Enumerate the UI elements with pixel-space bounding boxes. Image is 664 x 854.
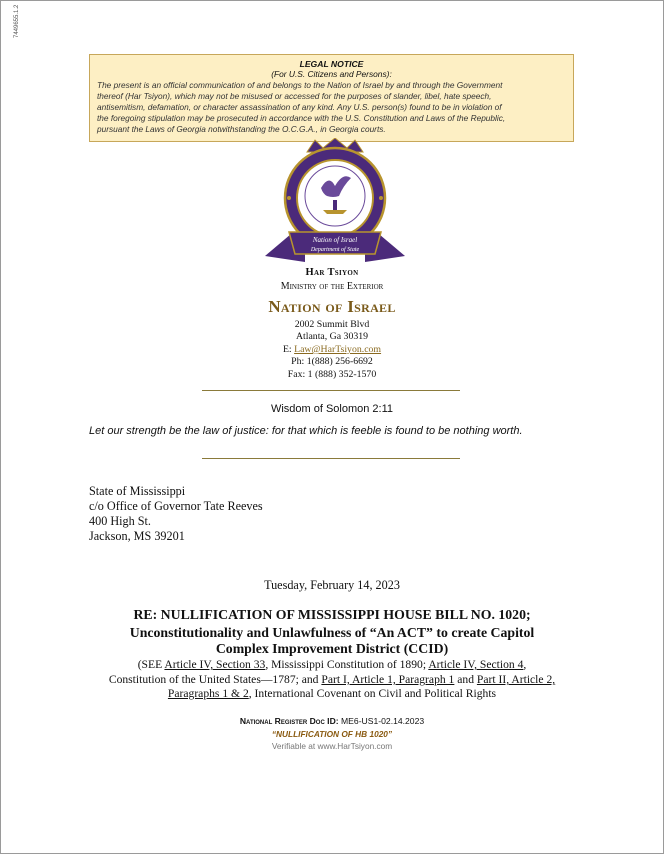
legal-notice-body bbox=[90, 80, 573, 135]
citation-link: Part I, Article 1, Paragraph 1 bbox=[321, 673, 455, 686]
email-link[interactable]: Law@HarTsiyon.com bbox=[294, 344, 382, 355]
email-label: E: bbox=[282, 344, 295, 355]
recipient-line: c/o Office of Governor Tate Reeves bbox=[89, 499, 263, 513]
subject-line-2: Unconstitutionality and Unlawfulness of “An ACT” to create Capitol bbox=[129, 625, 535, 640]
citation-text: and bbox=[454, 673, 477, 686]
seal-star-dot bbox=[379, 196, 383, 200]
recipient-line: Jackson, MS 39201 bbox=[89, 529, 185, 543]
legal-notice-line: The present is an official communication of and belongs to the Nation of Israel by and through the Government bbox=[97, 80, 503, 90]
seal-ribbon-text: Nation of Israel bbox=[312, 236, 358, 244]
citation-line-2 bbox=[0, 673, 664, 686]
recipient-line: State of Mississippi bbox=[89, 484, 186, 498]
doc-id-label: National Register Doc ID: bbox=[239, 716, 339, 726]
citation-link: Article IV, Section 33 bbox=[164, 658, 266, 671]
recipient-line: 400 High St. bbox=[89, 514, 151, 528]
nation-name: Nation of Israel bbox=[268, 297, 396, 316]
citation-text: , bbox=[523, 658, 527, 671]
legal-notice-subtitle: (For U.S. Citizens and Persons): bbox=[271, 69, 392, 79]
address-line-2: Atlanta, Ga 30319 bbox=[295, 331, 369, 342]
seal-lamp-icon bbox=[323, 210, 347, 214]
citation-line-3 bbox=[0, 687, 664, 700]
doc-name: “NULLIFICATION OF HB 1020” bbox=[271, 729, 393, 739]
scripture-reference: Wisdom of Solomon 2:11 bbox=[270, 403, 394, 415]
phone-line: Ph: 1(888) 256-6692 bbox=[291, 356, 373, 367]
document-side-code: 7449655.1.2 bbox=[14, 4, 20, 38]
verify-line: Verifiable at www.HarTsiyon.com bbox=[271, 741, 393, 751]
seal-ribbon-text: Department of State bbox=[310, 247, 360, 253]
legal-notice-title: LEGAL NOTICE bbox=[299, 59, 364, 69]
legal-notice-line: the foregoing stipulation may be prosecuted in accordance with the U.S. Constitution and Laws of the Republic, bbox=[97, 113, 506, 123]
seal-stand bbox=[333, 200, 337, 210]
doc-id-value: ME6-US1-02.14.2023 bbox=[338, 716, 425, 726]
letter-date: Tuesday, February 14, 2023 bbox=[264, 578, 400, 592]
doc-id-line bbox=[0, 716, 664, 726]
legal-notice-line: thereof (Har Tsiyon), which may not be misused or accessed for the purposes of slander, libel, hate speech, bbox=[97, 91, 492, 101]
recipient-block bbox=[89, 484, 263, 544]
divider-top bbox=[202, 390, 460, 391]
citation-link: Article IV, Section 4 bbox=[428, 658, 524, 671]
divider-bottom bbox=[202, 458, 460, 459]
ministry-name: Ministry of the Exterior bbox=[280, 281, 384, 292]
nation-of-israel-seal bbox=[263, 138, 407, 266]
legal-notice-line: antisemitism, defamation, or character assassination of any kind. Any U.S. person(s) found to be in violation of bbox=[97, 102, 502, 112]
org-name: Har Tsiyon bbox=[305, 267, 359, 278]
subject-line-1: RE: NULLIFICATION OF MISSISSIPPI HOUSE BILL NO. 1020; bbox=[133, 607, 531, 622]
fax-line: Fax: 1 (888) 352-1570 bbox=[287, 369, 377, 380]
address-line-1: 2002 Summit Blvd bbox=[294, 319, 370, 330]
citation-text: (SEE bbox=[137, 658, 165, 671]
email-line bbox=[0, 344, 664, 355]
citation-text: , Mississippi Constitution of 1890; bbox=[265, 658, 429, 671]
citation-link: Part II, Article 2, bbox=[476, 673, 556, 686]
subject-line-3: Complex Improvement District (CCID) bbox=[215, 641, 449, 656]
citation-line-1 bbox=[0, 658, 664, 671]
citation-text: , International Covenant on Civil and Political Rights bbox=[248, 687, 497, 700]
legal-notice-line: pursuant the Laws of Georgia notwithstanding the O.C.G.A., in Georgia courts. bbox=[97, 124, 386, 134]
citation-link: Paragraphs 1 & 2 bbox=[167, 687, 249, 700]
scripture-quote: Let our strength be the law of justice: for that which is feeble is found to be nothing worth. bbox=[89, 425, 523, 437]
citation-text: Constitution of the United States—1787; and bbox=[108, 673, 322, 686]
legal-notice-box bbox=[89, 54, 574, 142]
seal-star-dot bbox=[287, 196, 291, 200]
